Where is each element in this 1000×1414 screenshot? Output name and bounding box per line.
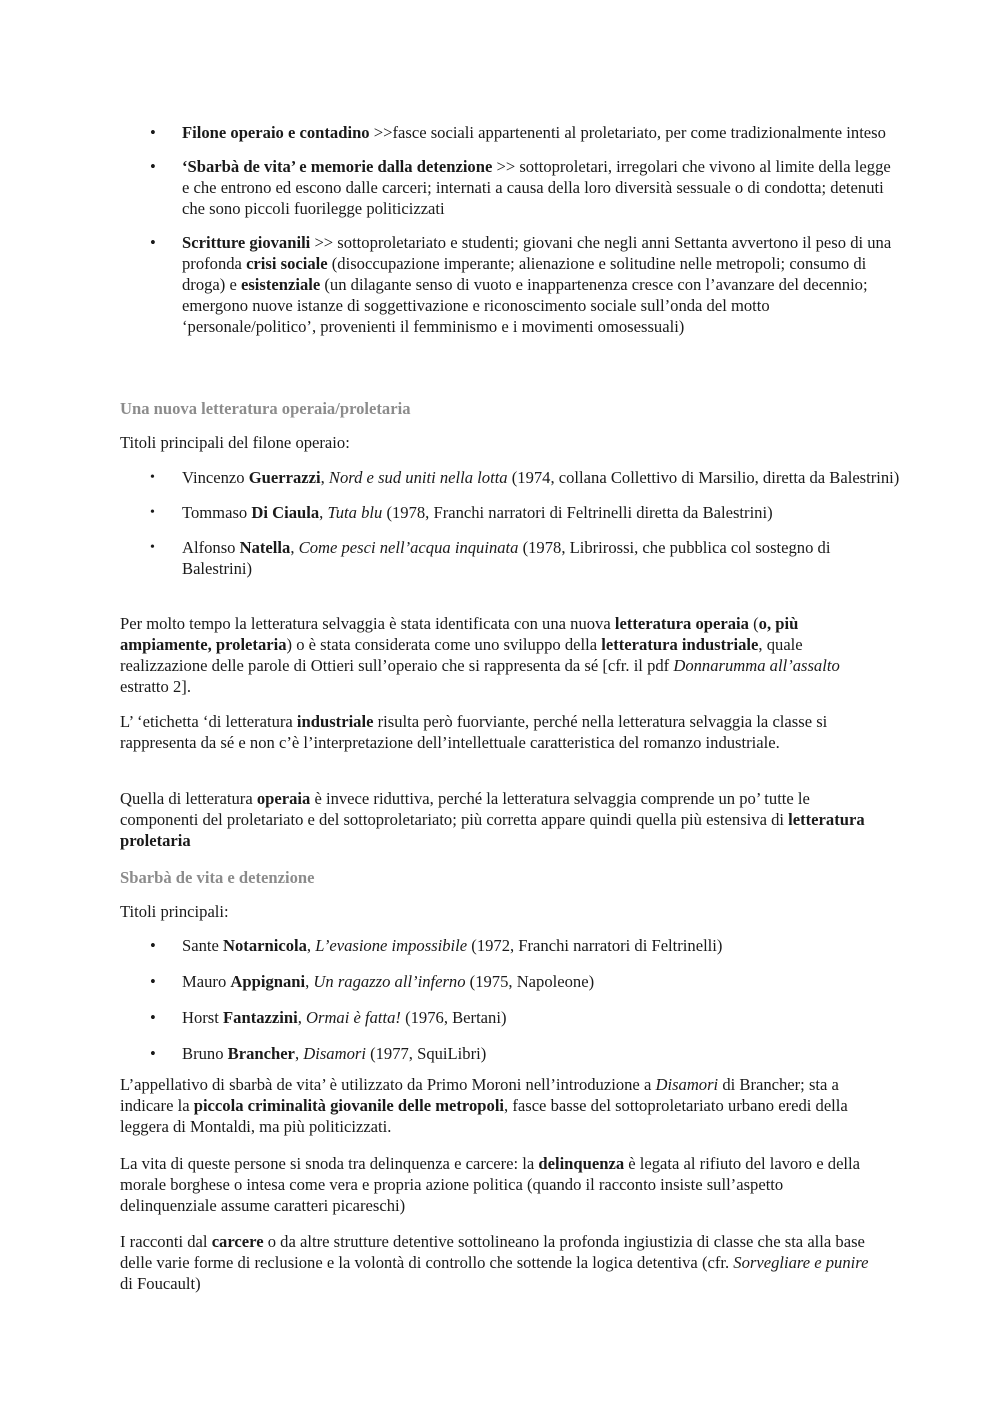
book-title: Tuta blu xyxy=(327,503,383,522)
section-heading: Una nuova letteratura operaia/proletaria xyxy=(120,399,411,418)
book-details: (1974, collana Collettivo di Marsilio, diretta da Balestrini) xyxy=(507,468,900,487)
book-title: Come pesci nell’acqua inquinata xyxy=(298,538,519,557)
item-bold: Scritture giovanili xyxy=(182,233,311,252)
author-last: Fantazzini xyxy=(223,1008,298,1027)
paragraph: La vita di queste persone si snoda tra delinquenza e carcere: la delinquenza è legata al rifiuto del lavoro e della morale borghese o intesa come vera e propria azione politica (quando il racconto insiste sull’aspetto delinquenziale assume caratteri picareschi) xyxy=(120,1154,861,1215)
book-details: (1976, Bertani) xyxy=(400,1008,507,1027)
author-last: Appignani xyxy=(230,972,306,991)
section-intro: Titoli principali: xyxy=(120,902,229,921)
author-last: Brancher xyxy=(227,1044,295,1063)
separator: , xyxy=(290,538,299,557)
item-bold: crisi sociale xyxy=(246,254,328,273)
author-first: Bruno xyxy=(182,1044,228,1063)
bullet-icon: • xyxy=(150,936,156,955)
list-item xyxy=(120,156,900,219)
item-text: (disoccupazione imperante; alienazione e solitudine nelle metropoli; consumo di droga) e xyxy=(182,254,867,294)
item-text: >>fasce sociali appartenenti al proletariato, per come tradizionalmente inteso xyxy=(369,123,886,142)
section-intro: Titoli principali del filone operaio: xyxy=(120,433,350,452)
author-first: Horst xyxy=(182,1008,224,1027)
bullet-icon: • xyxy=(150,972,156,991)
separator: , xyxy=(319,503,328,522)
paragraph: I racconti dal carcere o da altre strutture detentive sottolineano la profonda ingiustizia di classe che sta alla base delle varie forme di reclusione e la volontà di controllo che sottende la logica detentiva (cfr. Sorvegliare e punire di Foucault) xyxy=(120,1232,869,1293)
bullet-icon: • xyxy=(150,123,156,142)
section-heading: Sbarbà de vita e detenzione xyxy=(120,868,315,887)
bullet-icon: • xyxy=(150,1008,156,1027)
paragraph: Per molto tempo la letteratura selvaggia è stata identificata con una nuova letteratura operaia (o, più ampiamente, proletaria) o è stata considerata come uno sviluppo della letteratura industriale, quale realizzazione delle parole di Ottieri sull’operaio che si rappresenta da sé [cfr. il pdf Donnarumma all’assalto estratto 2]. xyxy=(120,614,840,696)
book-title: Disamori xyxy=(303,1044,366,1063)
book-details: (1975, Napoleone) xyxy=(465,972,595,991)
paragraph: Quella di letteratura operaia è invece riduttiva, perché la letteratura selvaggia comprende un po’ tutte le componenti del proletariato e del sottoproletariato; più corretta appare quindi quella più estensiva di letteratura proletaria xyxy=(120,789,865,850)
bullet-icon: • xyxy=(150,505,155,520)
paragraph: L’appellativo di sbarbà de vita’ è utilizzato da Primo Moroni nell’introduzione a Disamori di Brancher; sta a indicare la piccola criminalità giovanile delle metropoli, fasce basse del sottoproletariato urbano eredi della leggera di Montaldi, ma più politicizzati. xyxy=(120,1075,848,1136)
bullet-icon: • xyxy=(150,233,156,252)
book-title: L’evasione impossibile xyxy=(315,936,468,955)
list-item xyxy=(120,502,900,523)
paragraph: L’ ‘etichetta ‘di letteratura industriale risulta però fuorviante, perché nella letteratura selvaggia la classe si rappresenta da sé e non c’è l’interpretazione dell’intellettuale caratteristica del romanzo industriale. xyxy=(120,712,828,752)
separator: , xyxy=(294,1044,304,1063)
item-text: >> sottoproletari, irregolari che vivono al limite della legge e che entrono ed escono dalle carceri; internati a causa della loro diversità sessuale o di condotta; detenuti che sono piccoli fuorilegge politicizzati xyxy=(182,157,891,218)
groups-list xyxy=(120,122,900,337)
list-item xyxy=(120,232,900,337)
separator: , xyxy=(306,936,316,955)
titles-list xyxy=(120,467,900,579)
book-details: (1972, Franchi narratori di Feltrinelli) xyxy=(467,936,723,955)
titles-list xyxy=(120,935,900,1064)
item-bold: esistenziale xyxy=(240,275,321,294)
author-last: Notarnicola xyxy=(223,936,307,955)
bullet-icon: • xyxy=(150,470,155,485)
author-last: Di Ciaula xyxy=(251,503,320,522)
item-text: (un dilagante senso di vuoto e inappartenenza cresce con l’avanzare del decennio; emergono nuove istanze di soggettivazione e riconoscimento sociale sull’onda del motto ‘personale/politico’, provenienti il femminismo e i movimenti omosessuali) xyxy=(182,275,868,336)
book-title: Ormai è fatta! xyxy=(306,1008,401,1027)
bullet-icon: • xyxy=(150,540,155,555)
author-first: Vincenzo xyxy=(182,468,249,487)
bullet-icon: • xyxy=(150,1044,156,1063)
separator: , xyxy=(297,1008,306,1027)
separator: , xyxy=(305,972,314,991)
book-details: (1977, SquiLibri) xyxy=(365,1044,487,1063)
author-first: Alfonso xyxy=(182,538,240,557)
list-item xyxy=(120,971,900,992)
author-first: Sante xyxy=(182,936,224,955)
author-last: Natella xyxy=(239,538,291,557)
list-item xyxy=(120,467,900,488)
author-first: Mauro xyxy=(182,972,231,991)
bullet-icon: • xyxy=(150,157,156,176)
item-bold: Filone operaio e contadino xyxy=(182,123,370,142)
list-item xyxy=(120,122,900,143)
separator: , xyxy=(320,468,329,487)
list-item xyxy=(120,935,900,956)
book-details: (1978, Librirossi, che pubblica col sostegno di Balestrini) xyxy=(182,538,831,578)
book-title: Un ragazzo all’inferno xyxy=(313,972,466,991)
item-text: >> sottoproletariato e studenti; giovani che negli anni Settanta avvertono il peso di una profonda xyxy=(182,233,892,273)
book-title: Nord e sud uniti nella lotta xyxy=(328,468,508,487)
list-item xyxy=(120,1007,900,1028)
book-details: (1978, Franchi narratori di Feltrinelli diretta da Balestrini) xyxy=(382,503,773,522)
author-first: Tommaso xyxy=(182,503,252,522)
list-item xyxy=(120,1043,900,1064)
list-item xyxy=(120,537,900,579)
item-bold: ‘Sbarbà de vita’ e memorie dalla detenzione xyxy=(182,157,493,176)
author-last: Guerrazzi xyxy=(248,468,321,487)
